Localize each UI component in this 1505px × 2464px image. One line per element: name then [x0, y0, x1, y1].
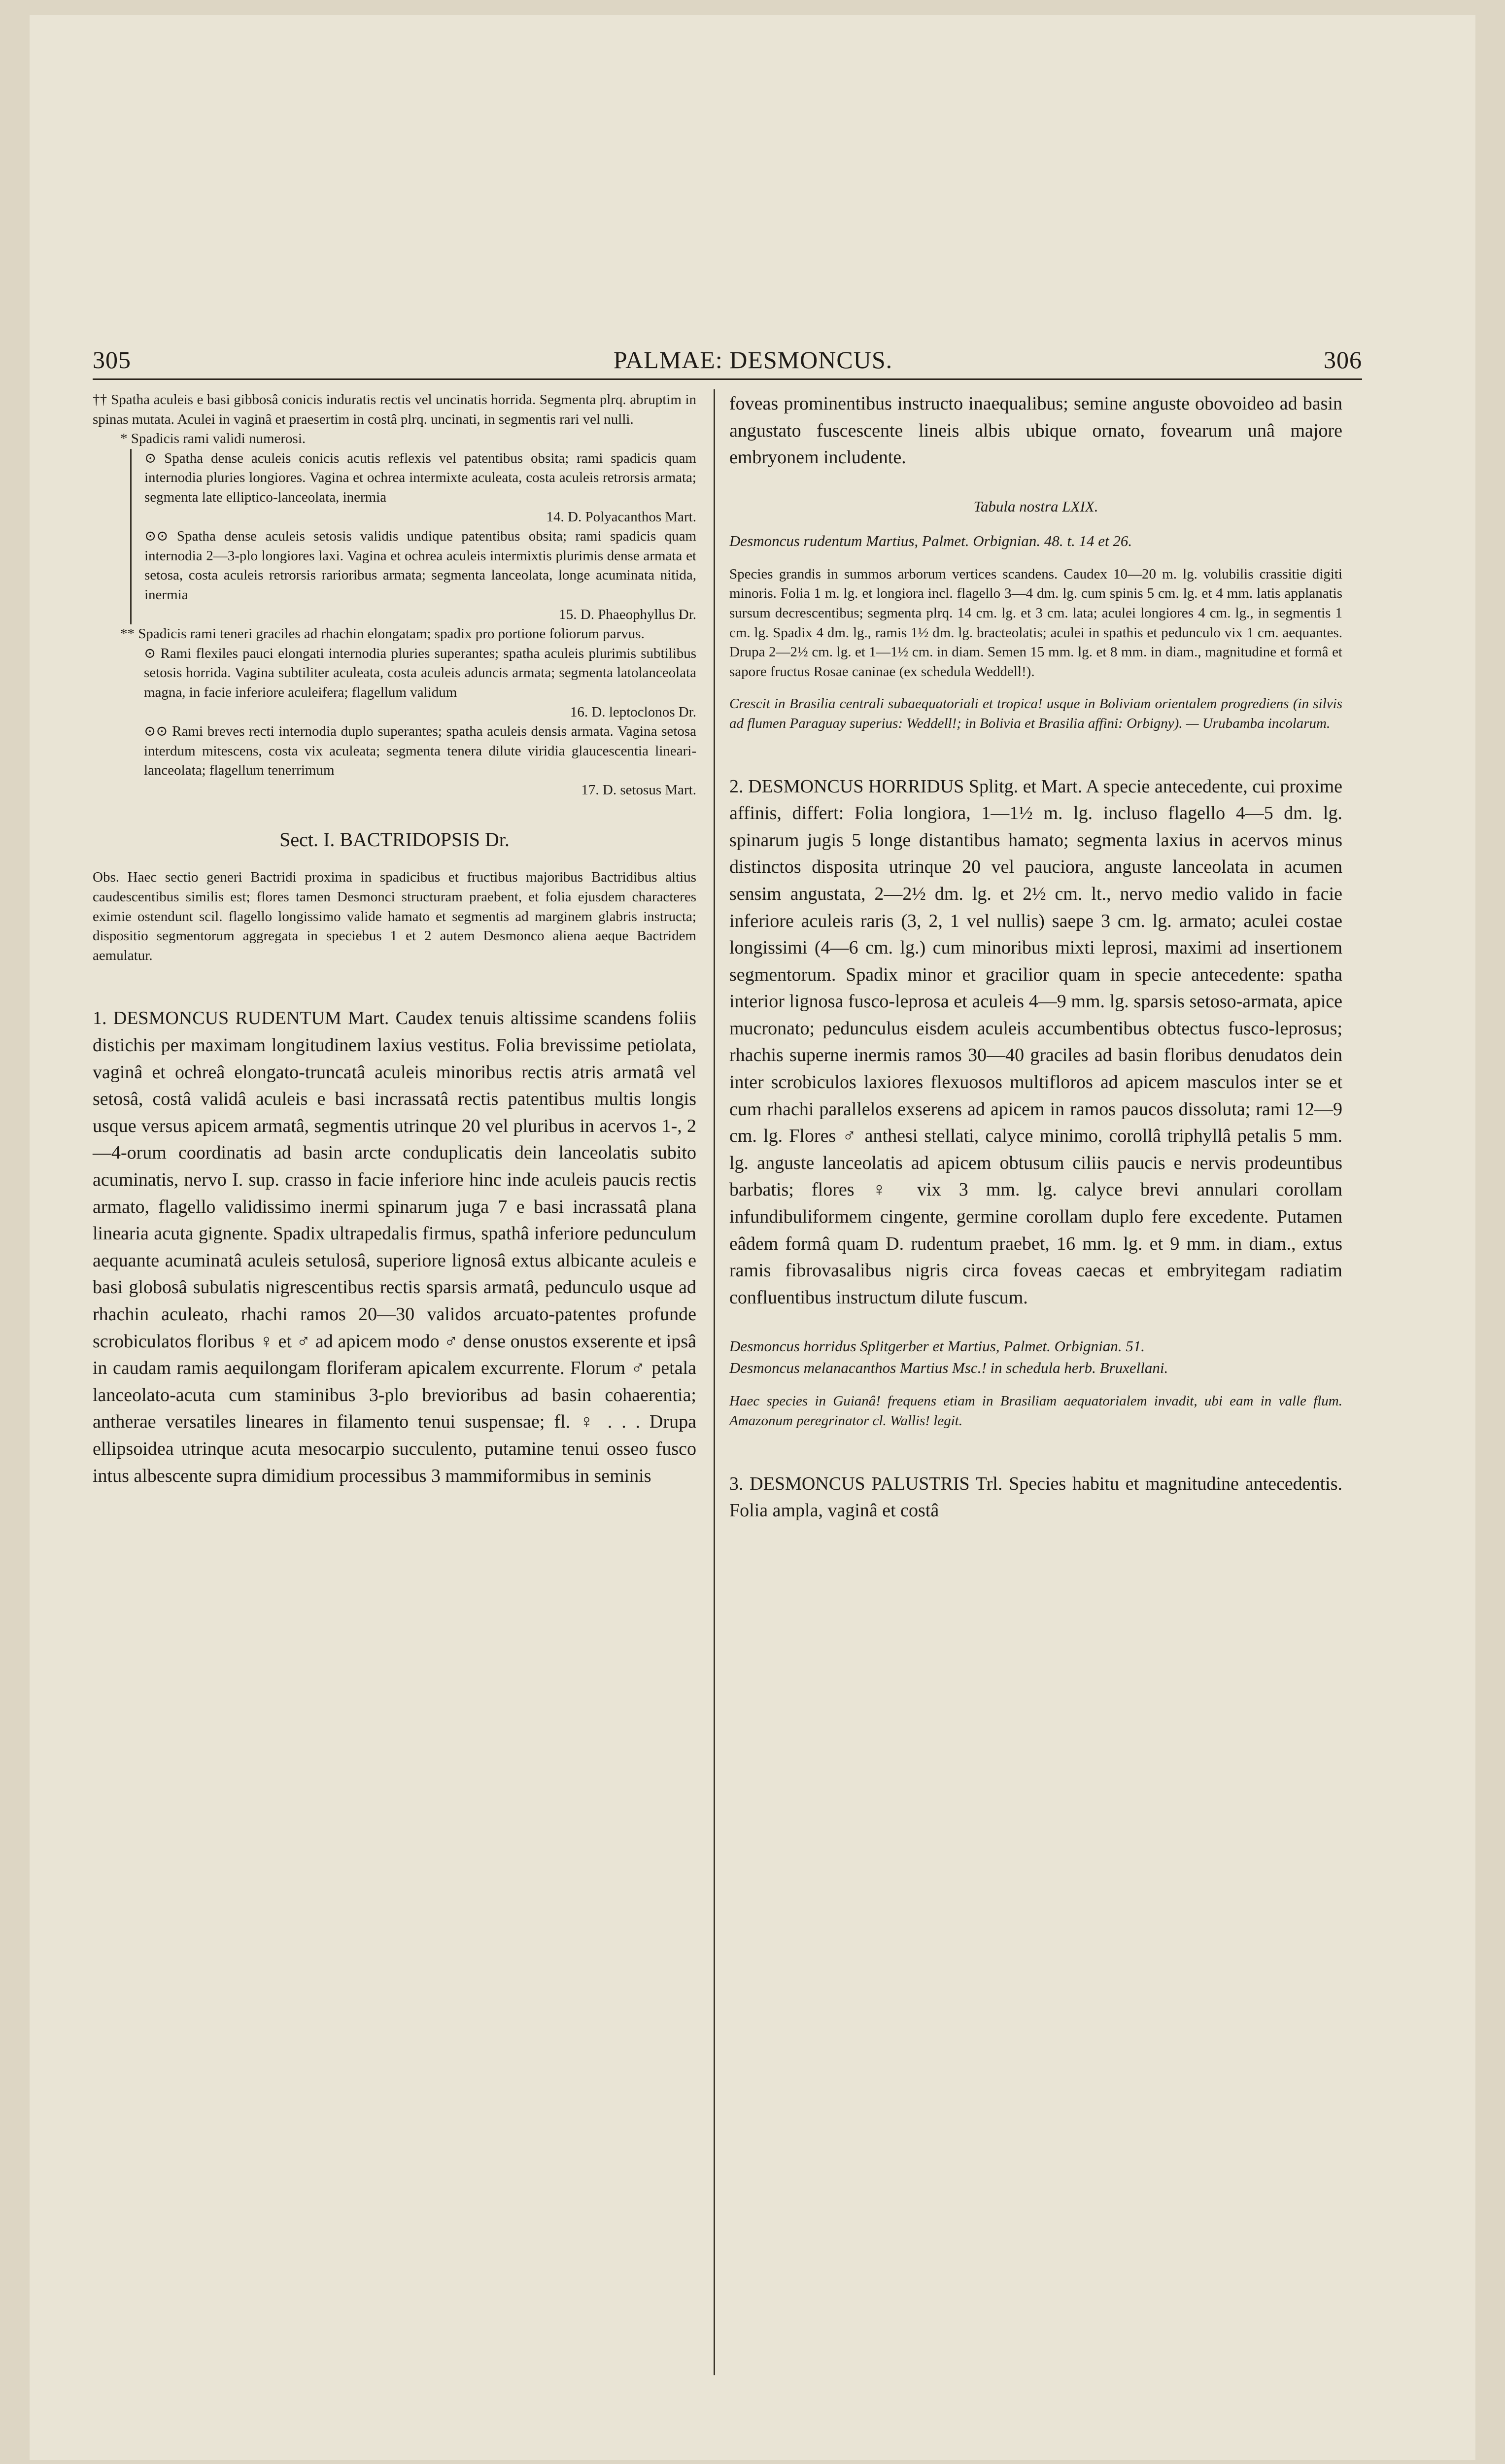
- species-1-details: Species grandis in summos arborum vertices scandens. Caudex 10—20 m. lg. volubilis crassitie digiti minoris. Folia 1 m. lg. et longiora incl. flagello 3—4 dm. lg. cum spinis 5 cm. lg. et 4 mm. latis applanatis sursum decrescentibus; segmenta plrq. 14 cm. lg. et 3 cm. lata; aculei longiores 4 cm. lg., in segmentis 1 cm. lg. Spadix 4 dm. lg., ramis 1½ dm. lg. bracteolatis; aculei in spathis et pedunculo vix 1 cm. aequantes. Drupa 2—2½ cm. lg. et 1—1½ cm. in diam. Semen 15 mm. lg. et 8 mm. in diam., magnitudine et formâ et sapore fructus Rosae caninae (ex schedula Weddell!).: [729, 566, 1342, 680]
- key-bracket-a: [130, 449, 696, 624]
- species-1-habitat: Crescit in Brasilia centrali subaequatoriali et tropica! usque in Boliviam orientalem progrediens (in silvis ad flumen Paraguay superius: Weddell!; in Bolivia et Brasilia affini: Orbigny). — Urubamba incolarum.: [729, 696, 1342, 731]
- key-intro: †† Spatha aculeis e basi gibbosâ conicis induratis rectis vel uncinatis horrida. Segmenta plrq. abruptim in spinas mutata. Aculei in vaginâ et praesertim in costâ plrq. uncinati, in segmentis rari vel nulli.: [93, 392, 696, 427]
- observation-note: Obs. Haec sectio generi Bactridi proxima in spadicibus et fructibus majoribus Bactridibus altius caudescentibus similis est; flores tamen Desmonci structuram praebent, et folia ejusdem characteres eximie ostendunt scil. flagello longissimo valide hamato et segmentis ad marginem glabris instructa; dispositio segmentorum aggregata in speciebus 1 et 2 autem Desmonco aliena aeque Bactridem aemulatur.: [93, 869, 696, 963]
- right-page-number: 306: [1324, 346, 1362, 374]
- key-a1: ⊙ Spatha dense aculeis conicis acutis reflexis vel patentibus obsita; rami spadicis quam internodia pluries longiores. Vagina et ochrea intermixte aculeata, costa aculeis retrorsis armata; segmenta late elliptico-lanceolata, inermia: [144, 450, 696, 505]
- species-1-description: 1. DESMONCUS RUDENTUM Mart. Caudex tenuis altissime scandens foliis distichis per maximam longitudinem laxius vestitus. Folia brevissime petiolata, vaginâ et ochreâ elongato-truncatâ aculeis minoribus rectis atris armatâ vel setosâ, costâ validâ aculeis e basi incrassatâ rectis patentibus multis longis usque versus apicem armatâ, segmentis utrinque 20 vel pluribus in acervos 1-, 2—4-orum coordinatis ad basin arcte conduplicatis dein lanceolatis subito acuminatis, nervo I. sup. crasso in facie inferiore hinc inde aculeis paucis rectis armato, flagello validissimo inermi spinarum juga 7 e basi incrassatâ plana linearia acuta gignente. Spadix ultrapedalis firmus, spathâ inferiore pedunculum aequante acuminatâ aculeis setulosâ, superiore lignosâ extus albicante aculeis e basi globosâ subulatis nigrescentibus rectis sparsis armatâ, pedunculo usque ad rhachin aculeato, rhachi ramos 20—30 validos arcuato-patentes profunde scrobiculatos floribus ♀ et ♂ ad apicem modo ♂ dense onustos exserente et ipsâ in caudam ramis aequilongam floriferam apicalem excurrente. Florum ♂ petala lanceolato-acuta cum staminibus 3-plo brevioribus ad basin cohaerentia; antherae versatiles lineares in filamento tenui suspensae; fl. ♀ . . . Drupa ellipsoidea utrinque acuta mesocarpio succulento, putamine tenui osseo fusco intus albescente supra dimidium processibus 3 mammiformibus in seminis: [93, 1008, 696, 1486]
- running-head: PALMAE: DESMONCUS.: [613, 346, 893, 374]
- key-b1-species: 16. D. leptoclonos Dr.: [570, 704, 696, 720]
- key-b2: ⊙⊙ Rami breves recti internodia duplo superantes; spatha aculeis densis armata. Vagina setosa interdum mitescens, costa vix aculeata; segmenta tenera dilute viridia glaucescentia lineari-lanceolata; flagellum tenerrimum: [144, 723, 696, 779]
- key-a1-species: 14. D. Polyacanthos Mart.: [546, 509, 696, 525]
- plate-reference: Tabula nostra LXIX.: [973, 497, 1098, 515]
- left-column: [93, 390, 696, 1489]
- species-2-synonym-b: Desmoncus melanacanthos Martius Msc.! in schedula herb. Bruxellani.: [729, 1359, 1168, 1377]
- left-page-number: 305: [93, 346, 131, 374]
- key-section-a: * Spadicis rami validi numerosi.: [120, 431, 306, 447]
- column-divider: [714, 389, 715, 2375]
- section-title: Sect. I. BACTRIDOPSIS Dr.: [279, 828, 510, 851]
- key-b2-species: 17. D. setosus Mart.: [581, 782, 696, 798]
- species-1-synonym: Desmoncus rudentum Martius, Palmet. Orbignian. 48. t. 14 et 26.: [729, 532, 1132, 549]
- book-page: [30, 15, 1475, 2460]
- right-column: [729, 390, 1342, 1524]
- header-rule: [93, 378, 1362, 380]
- species-2-synonym-a: Desmoncus horridus Splitgerber et Martius, Palmet. Orbignian. 51.: [729, 1337, 1145, 1355]
- key-a2: ⊙⊙ Spatha dense aculeis setosis validis undique patentibus obsita; rami spadicis quam internodia 2—3-plo longiores laxi. Vagina et ochrea aculeis intermixtis plurimis dense armata et setosa, costa aculeis retrorsis rarioribus armata; segmenta lanceolata, longe acuminata nitida, inermia: [144, 528, 696, 603]
- species-3-description: 3. DESMONCUS PALUSTRIS Trl. Species habitu et magnitudine antecedentis. Folia ampla, vaginâ et costâ: [729, 1473, 1342, 1521]
- key-block-b: [93, 644, 696, 800]
- key-a2-species: 15. D. Phaeophyllus Dr.: [559, 606, 696, 622]
- key-b1: ⊙ Rami flexiles pauci elongati internodia pluries superantes; spatha aculeis plurimis subtilibus setosis horrida. Vagina subtiliter aculeata, costa aculeis aduncis armata; segmenta latolanceolata magna, in facie inferiore aculeifera; flagellum validum: [144, 645, 696, 700]
- species-2-description: 2. DESMONCUS HORRIDUS Splitg. et Mart. A specie antecedente, cui proxime affinis, differt: Folia longiora, 1—1½ m. lg. incluso flagello 4—5 dm. lg. spinarum jugis 5 longe distantibus hamato; segmenta laxius in acervos minus distinctos disposita utrinque 20 vel pauciora, anguste lanceolata in acumen sensim angustata, 2—2½ dm. lg. et 2½ cm. lt., nervo medio valido in facie inferiore aculeis raris (3, 2, 1 vel nullis) saepe 3 cm. lg. armato; aculei costae longissimi (4—6 cm. lg.) cum minoribus mixti leprosi, maximi ad insertionem segmentorum. Spadix minor et gracilior quam in specie antecedente: spatha interior lignosa fusco-leprosa et aculeis 4—9 mm. lg. sparsis setoso-armata, apice mucronato; pedunculus eisdem aculeis accumbentibus obtectus fusco-leprosus; rhachis superne inermis ramos 30—40 graciles ad basin floribus denudatos dein inter scrobiculos laxiores flexuosos multifloros ad apicem masculos inter se et cum rhachi parallelos exserens ad apicem in ramos paucos dissoluta; rami 12—9 cm. lg. Flores ♂ anthesi stellati, calyce minimo, corollâ triphyllâ petalis 5 mm. lg. anguste lanceolatis ad apicem obtusum ciliis paucis e nervis prodeuntibus barbatis; flores ♀ vix 3 mm. lg. calyce brevi annulari corollam infundibuliformem cingente, germine corollam duplo fere excedente. Putamen eâdem formâ quam D. rudentum praebet, 16 mm. lg. et 9 mm. in diam., extus ramis fibrovasalibus nigris circa foveas caecas et embryitegam radiatim confluentibus instructum dilute fuscum.: [729, 776, 1342, 1308]
- species-1-continuation: foveas prominentibus instructo inaequalibus; semine anguste obovoideo ad basin angustato fuscescente lineis albis ubique ornato, fovearum unâ majore embryonem includente.: [729, 393, 1342, 468]
- key-section-b: ** Spadicis rami teneri graciles ad rhachin elongatam; spadix pro portione foliorum parvus.: [120, 626, 645, 642]
- species-2-habitat: Haec species in Guianâ! frequens etiam in Brasiliam aequatorialem invadit, ubi eam in valle flum. Amazonum peregrinator cl. Wallis! legit.: [729, 1393, 1342, 1429]
